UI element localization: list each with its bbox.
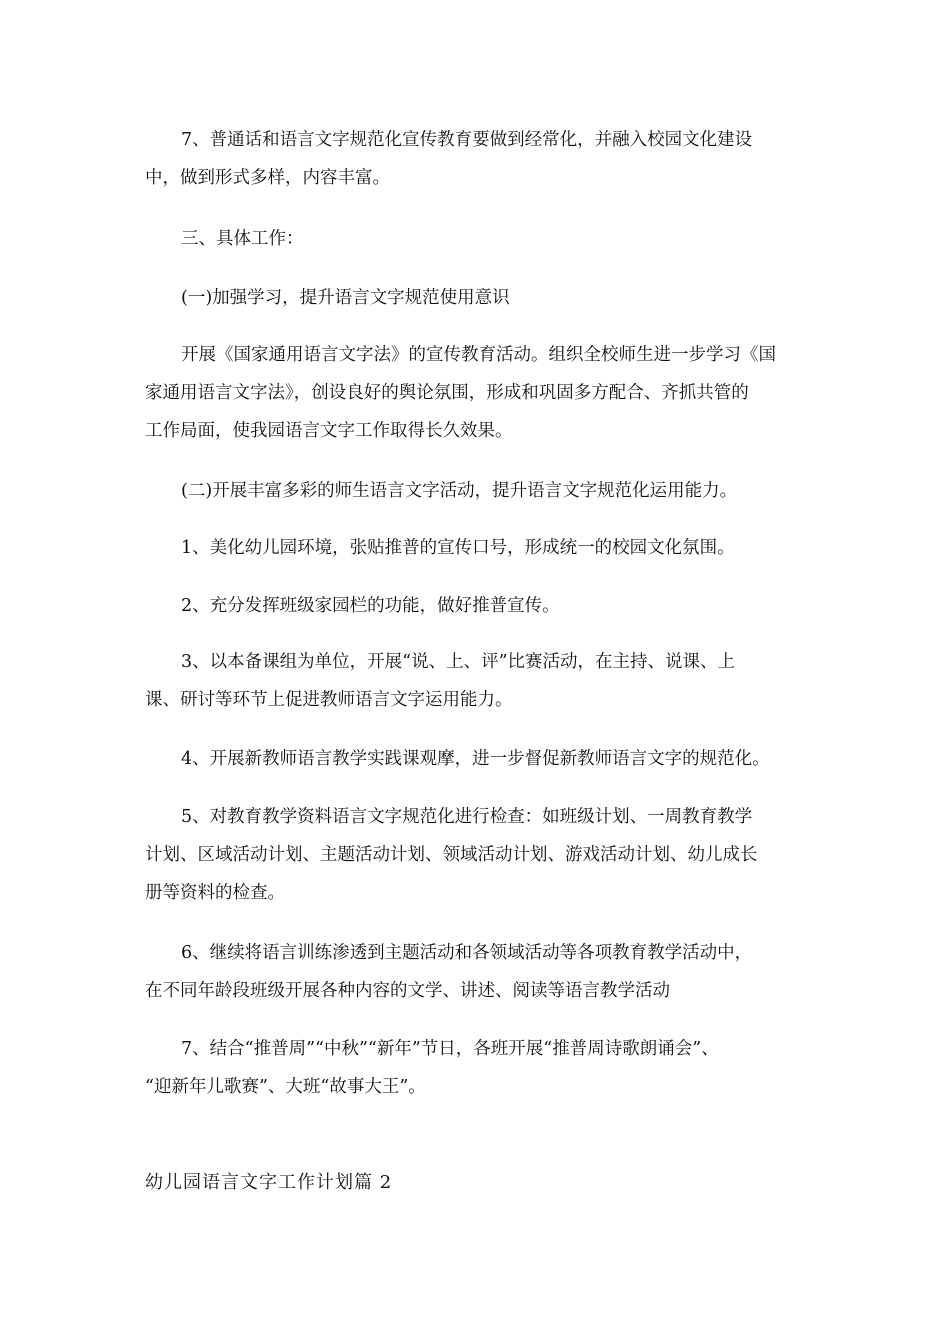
list-item-2 bbox=[145, 587, 807, 625]
paragraph-line: (一)加强学习，提升语言文字规范使用意识 bbox=[181, 288, 510, 308]
paragraph-line: 课、研讨等环节上促进教师语言文字运用能力。 bbox=[145, 690, 513, 710]
paragraph-line: 册等资料的检查。 bbox=[145, 883, 285, 903]
section-title: 幼儿园语言文字工作计划篇 2 bbox=[145, 1172, 393, 1193]
paragraph-line: 4、开展新教师语言教学实践课观摩，进一步督促新教师语言文字的规范化。 bbox=[181, 749, 770, 769]
paragraph-law-publicity bbox=[145, 336, 807, 450]
paragraph-line: 工作局面，使我园语言文字工作取得长久效果。 bbox=[145, 421, 513, 441]
paragraph-line: 1、美化幼儿园环境，张贴推普的宣传口号，形成统一的校园文化氛围。 bbox=[181, 538, 735, 558]
paragraph-line: 7、结合“推普周”“中秋”“新年”节日，各班开展“推普周诗歌朗诵会”、 bbox=[181, 1039, 719, 1059]
subheading-strengthen-learning bbox=[145, 279, 807, 317]
paragraph-line: 6、继续将语言训练渗透到主题活动和各领域活动等各项教育教学活动中， bbox=[181, 943, 753, 963]
section-heading-specific-work bbox=[145, 220, 807, 258]
list-item-1 bbox=[145, 529, 807, 567]
paragraph-line: 7、普通话和语言文字规范化宣传教育要做到经常化，并融入校园文化建设 bbox=[181, 130, 753, 150]
paragraph-line: “迎新年儿歌赛”、大班“故事大王”。 bbox=[145, 1077, 426, 1097]
paragraph-line: 中，做到形式多样，内容丰富。 bbox=[145, 168, 390, 188]
list-item-4 bbox=[145, 740, 807, 778]
paragraph-line: 3、以本备课组为单位，开展“说、上、评”比赛活动，在主持、说课、上 bbox=[181, 652, 736, 672]
paragraph-line: 三、具体工作： bbox=[181, 229, 304, 249]
paragraph-line: 在不同年龄段班级开展各种内容的文学、讲述、阅读等语言教学活动 bbox=[145, 981, 670, 1001]
subheading-teacher-activities bbox=[145, 472, 807, 510]
paragraph-line: 2、充分发挥班级家园栏的功能，做好推普宣传。 bbox=[181, 596, 560, 616]
list-item-7 bbox=[145, 1030, 807, 1106]
paragraph-line: 家通用语言文字法》，创设良好的舆论氛围，形成和巩固多方配合、齐抓共管的 bbox=[145, 383, 749, 403]
list-item-3 bbox=[145, 643, 807, 719]
paragraph-line: 开展《国家通用语言文字法》的宣传教育活动。组织全校师生进一步学习《国 bbox=[181, 345, 776, 365]
paragraph-line: (二)开展丰富多彩的师生语言文字活动，提升语言文字规范化运用能力。 bbox=[181, 481, 738, 501]
paragraph-line: 计划、区域活动计划、主题活动计划、领域活动计划、游戏活动计划、幼儿成长 bbox=[145, 845, 758, 865]
list-item-5 bbox=[145, 798, 807, 912]
list-item-6 bbox=[145, 934, 807, 1010]
paragraph-line: 5、对教育教学资料语言文字规范化进行检查：如班级计划、一周教育教学 bbox=[181, 807, 753, 827]
paragraph-standardization-publicity bbox=[145, 121, 807, 197]
